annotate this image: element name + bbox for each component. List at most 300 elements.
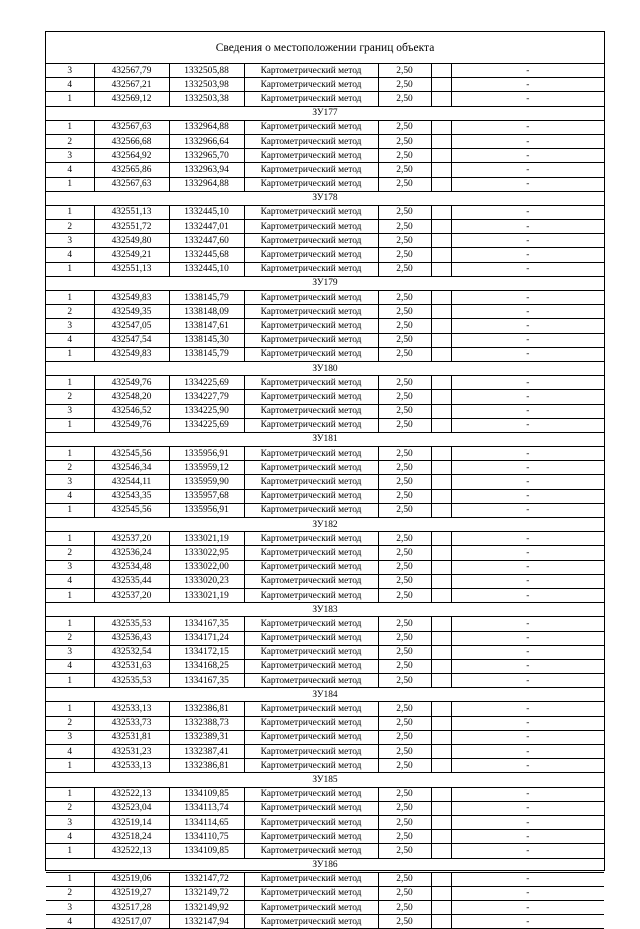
accuracy-cell: 2,50 [378, 716, 431, 730]
point-number-cell: 1 [46, 702, 94, 716]
blank-cell [431, 886, 451, 900]
description-cell: - [451, 901, 604, 915]
method-cell: Картометрический метод [244, 418, 378, 432]
x-coordinate-cell: 432519,06 [94, 872, 169, 886]
method-cell: Картометрический метод [244, 64, 378, 78]
blank-cell [431, 574, 451, 588]
accuracy-cell: 2,50 [378, 149, 431, 163]
description-cell: - [451, 149, 604, 163]
accuracy-cell: 2,50 [378, 532, 431, 546]
table-row [46, 872, 604, 886]
point-number-cell: 1 [46, 291, 94, 305]
blank-cell [431, 631, 451, 645]
x-coordinate-cell: 432546,52 [94, 404, 169, 418]
accuracy-cell: 2,50 [378, 801, 431, 815]
x-coordinate-cell: 432545,56 [94, 503, 169, 517]
accuracy-cell: 2,50 [378, 830, 431, 844]
y-coordinate-cell: 1334114,65 [169, 815, 244, 829]
method-cell: Картометрический метод [244, 291, 378, 305]
point-number-cell: 3 [46, 475, 94, 489]
point-number-cell: 2 [46, 461, 94, 475]
accuracy-cell: 2,50 [378, 248, 431, 262]
y-coordinate-cell: 1334109,85 [169, 844, 244, 858]
description-cell: - [451, 475, 604, 489]
point-number-cell: 1 [46, 92, 94, 106]
accuracy-cell: 2,50 [378, 588, 431, 602]
y-coordinate-cell: 1334167,35 [169, 674, 244, 688]
x-coordinate-cell: 432546,34 [94, 461, 169, 475]
method-cell: Картометрический метод [244, 149, 378, 163]
x-coordinate-cell: 432532,54 [94, 645, 169, 659]
x-coordinate-cell: 432533,73 [94, 716, 169, 730]
y-coordinate-cell: 1332445,68 [169, 248, 244, 262]
point-number-cell: 1 [46, 262, 94, 276]
table-row [46, 390, 604, 404]
accuracy-cell: 2,50 [378, 645, 431, 659]
accuracy-cell: 2,50 [378, 418, 431, 432]
description-cell: - [451, 78, 604, 92]
point-number-cell: 3 [46, 319, 94, 333]
x-coordinate-cell: 432549,35 [94, 305, 169, 319]
y-coordinate-cell: 1332503,38 [169, 92, 244, 106]
y-coordinate-cell: 1333022,95 [169, 546, 244, 560]
accuracy-cell: 2,50 [378, 674, 431, 688]
blank-cell [431, 532, 451, 546]
point-number-cell: 4 [46, 574, 94, 588]
description-cell: - [451, 376, 604, 390]
accuracy-cell: 2,50 [378, 787, 431, 801]
blank-cell [431, 418, 451, 432]
description-cell: - [451, 291, 604, 305]
method-cell: Картометрический метод [244, 801, 378, 815]
coordinates-table-body [46, 64, 604, 929]
y-coordinate-cell: 1332445,10 [169, 262, 244, 276]
y-coordinate-cell: 1334172,15 [169, 645, 244, 659]
method-cell: Картометрический метод [244, 546, 378, 560]
x-coordinate-cell: 432534,48 [94, 560, 169, 574]
point-number-cell: 2 [46, 134, 94, 148]
blank-cell [431, 291, 451, 305]
description-cell: - [451, 404, 604, 418]
accuracy-cell: 2,50 [378, 872, 431, 886]
table-row [46, 92, 604, 106]
x-coordinate-cell: 432545,56 [94, 447, 169, 461]
point-number-cell: 1 [46, 787, 94, 801]
y-coordinate-cell: 1338148,09 [169, 305, 244, 319]
description-cell: - [451, 503, 604, 517]
method-cell: Картометрический метод [244, 404, 378, 418]
point-number-cell: 1 [46, 120, 94, 134]
point-number-cell: 2 [46, 305, 94, 319]
table-row [46, 262, 604, 276]
x-coordinate-cell: 432519,14 [94, 815, 169, 829]
parcel-header-row [46, 432, 604, 446]
table-row [46, 404, 604, 418]
method-cell: Картометрический метод [244, 163, 378, 177]
coordinates-table [46, 64, 604, 929]
point-number-cell: 2 [46, 220, 94, 234]
parcel-label: ЗУ185 [46, 773, 604, 787]
x-coordinate-cell: 432549,83 [94, 347, 169, 361]
blank-cell [431, 759, 451, 773]
x-coordinate-cell: 432565,86 [94, 163, 169, 177]
x-coordinate-cell: 432531,63 [94, 659, 169, 673]
table-row [46, 220, 604, 234]
description-cell: - [451, 120, 604, 134]
point-number-cell: 3 [46, 901, 94, 915]
table-row [46, 291, 604, 305]
y-coordinate-cell: 1332147,72 [169, 872, 244, 886]
blank-cell [431, 447, 451, 461]
parcel-label: ЗУ180 [46, 361, 604, 375]
point-number-cell: 4 [46, 333, 94, 347]
point-number-cell: 2 [46, 716, 94, 730]
blank-cell [431, 489, 451, 503]
table-row [46, 702, 604, 716]
y-coordinate-cell: 1332964,88 [169, 120, 244, 134]
method-cell: Картометрический метод [244, 134, 378, 148]
table-row [46, 149, 604, 163]
accuracy-cell: 2,50 [378, 134, 431, 148]
blank-cell [431, 674, 451, 688]
method-cell: Картометрический метод [244, 376, 378, 390]
point-number-cell: 1 [46, 532, 94, 546]
parcel-header-row [46, 518, 604, 532]
description-cell: - [451, 631, 604, 645]
table-row [46, 447, 604, 461]
x-coordinate-cell: 432551,72 [94, 220, 169, 234]
blank-cell [431, 716, 451, 730]
table-row [46, 163, 604, 177]
method-cell: Картометрический метод [244, 177, 378, 191]
method-cell: Картометрический метод [244, 333, 378, 347]
description-cell: - [451, 347, 604, 361]
x-coordinate-cell: 432517,28 [94, 901, 169, 915]
y-coordinate-cell: 1335959,90 [169, 475, 244, 489]
description-cell: - [451, 134, 604, 148]
x-coordinate-cell: 432533,13 [94, 759, 169, 773]
point-number-cell: 3 [46, 730, 94, 744]
x-coordinate-cell: 432569,12 [94, 92, 169, 106]
method-cell: Картометрический метод [244, 220, 378, 234]
table-row [46, 461, 604, 475]
x-coordinate-cell: 432549,83 [94, 291, 169, 305]
table-row [46, 745, 604, 759]
description-cell: - [451, 390, 604, 404]
method-cell: Картометрический метод [244, 248, 378, 262]
description-cell: - [451, 205, 604, 219]
x-coordinate-cell: 432535,44 [94, 574, 169, 588]
table-row [46, 631, 604, 645]
table-row [46, 475, 604, 489]
y-coordinate-cell: 1334225,69 [169, 418, 244, 432]
table-row [46, 886, 604, 900]
y-coordinate-cell: 1334113,74 [169, 801, 244, 815]
table-row [46, 319, 604, 333]
blank-cell [431, 376, 451, 390]
blank-cell [431, 645, 451, 659]
blank-cell [431, 134, 451, 148]
x-coordinate-cell: 432564,92 [94, 149, 169, 163]
y-coordinate-cell: 1338145,79 [169, 291, 244, 305]
point-number-cell: 4 [46, 915, 94, 929]
accuracy-cell: 2,50 [378, 305, 431, 319]
blank-cell [431, 78, 451, 92]
y-coordinate-cell: 1332445,10 [169, 205, 244, 219]
point-number-cell: 2 [46, 546, 94, 560]
x-coordinate-cell: 432567,63 [94, 177, 169, 191]
method-cell: Картометрический метод [244, 234, 378, 248]
y-coordinate-cell: 1332447,60 [169, 234, 244, 248]
y-coordinate-cell: 1333021,19 [169, 588, 244, 602]
table-row [46, 546, 604, 560]
accuracy-cell: 2,50 [378, 759, 431, 773]
method-cell: Картометрический метод [244, 532, 378, 546]
table-row [46, 787, 604, 801]
parcel-label: ЗУ178 [46, 191, 604, 205]
y-coordinate-cell: 1332966,64 [169, 134, 244, 148]
blank-cell [431, 64, 451, 78]
y-coordinate-cell: 1332447,01 [169, 220, 244, 234]
x-coordinate-cell: 432536,24 [94, 546, 169, 560]
point-number-cell: 4 [46, 830, 94, 844]
blank-cell [431, 347, 451, 361]
accuracy-cell: 2,50 [378, 163, 431, 177]
y-coordinate-cell: 1332965,70 [169, 149, 244, 163]
description-cell: - [451, 830, 604, 844]
blank-cell [431, 220, 451, 234]
blank-cell [431, 745, 451, 759]
parcel-label: ЗУ181 [46, 432, 604, 446]
table-row [46, 503, 604, 517]
blank-cell [431, 319, 451, 333]
accuracy-cell: 2,50 [378, 461, 431, 475]
method-cell: Картометрический метод [244, 262, 378, 276]
method-cell: Картометрический метод [244, 702, 378, 716]
blank-cell [431, 205, 451, 219]
blank-cell [431, 830, 451, 844]
method-cell: Картометрический метод [244, 560, 378, 574]
x-coordinate-cell: 432523,04 [94, 801, 169, 815]
x-coordinate-cell: 432547,05 [94, 319, 169, 333]
description-cell: - [451, 617, 604, 631]
accuracy-cell: 2,50 [378, 404, 431, 418]
blank-cell [431, 503, 451, 517]
blank-cell [431, 787, 451, 801]
accuracy-cell: 2,50 [378, 475, 431, 489]
accuracy-cell: 2,50 [378, 560, 431, 574]
accuracy-cell: 2,50 [378, 915, 431, 929]
accuracy-cell: 2,50 [378, 659, 431, 673]
method-cell: Картометрический метод [244, 390, 378, 404]
description-cell: - [451, 574, 604, 588]
description-cell: - [451, 546, 604, 560]
description-cell: - [451, 64, 604, 78]
accuracy-cell: 2,50 [378, 262, 431, 276]
y-coordinate-cell: 1334168,25 [169, 659, 244, 673]
accuracy-cell: 2,50 [378, 815, 431, 829]
description-cell: - [451, 745, 604, 759]
blank-cell [431, 872, 451, 886]
point-number-cell: 3 [46, 149, 94, 163]
blank-cell [431, 901, 451, 915]
method-cell: Картометрический метод [244, 716, 378, 730]
parcel-label: ЗУ177 [46, 106, 604, 120]
parcel-header-row [46, 276, 604, 290]
document-page [45, 31, 605, 927]
description-cell: - [451, 305, 604, 319]
y-coordinate-cell: 1332387,41 [169, 745, 244, 759]
point-number-cell: 3 [46, 645, 94, 659]
point-number-cell: 1 [46, 418, 94, 432]
point-number-cell: 3 [46, 560, 94, 574]
blank-cell [431, 333, 451, 347]
accuracy-cell: 2,50 [378, 291, 431, 305]
parcel-header-row [46, 603, 604, 617]
x-coordinate-cell: 432536,43 [94, 631, 169, 645]
description-cell: - [451, 844, 604, 858]
accuracy-cell: 2,50 [378, 844, 431, 858]
description-cell: - [451, 588, 604, 602]
method-cell: Картометрический метод [244, 645, 378, 659]
table-row [46, 376, 604, 390]
x-coordinate-cell: 432567,79 [94, 64, 169, 78]
point-number-cell: 1 [46, 447, 94, 461]
blank-cell [431, 305, 451, 319]
method-cell: Картометрический метод [244, 830, 378, 844]
blank-cell [431, 730, 451, 744]
y-coordinate-cell: 1334109,85 [169, 787, 244, 801]
description-cell: - [451, 163, 604, 177]
y-coordinate-cell: 1332386,81 [169, 759, 244, 773]
blank-cell [431, 163, 451, 177]
blank-cell [431, 120, 451, 134]
point-number-cell: 4 [46, 745, 94, 759]
table-row [46, 120, 604, 134]
blank-cell [431, 815, 451, 829]
y-coordinate-cell: 1335956,91 [169, 447, 244, 461]
y-coordinate-cell: 1333021,19 [169, 532, 244, 546]
table-row [46, 830, 604, 844]
x-coordinate-cell: 432567,63 [94, 120, 169, 134]
blank-cell [431, 588, 451, 602]
accuracy-cell: 2,50 [378, 78, 431, 92]
blank-cell [431, 617, 451, 631]
description-cell: - [451, 915, 604, 929]
description-cell: - [451, 461, 604, 475]
point-number-cell: 4 [46, 248, 94, 262]
x-coordinate-cell: 432551,13 [94, 205, 169, 219]
method-cell: Картометрический метод [244, 745, 378, 759]
blank-cell [431, 801, 451, 815]
point-number-cell: 1 [46, 617, 94, 631]
point-number-cell: 4 [46, 78, 94, 92]
description-cell: - [451, 716, 604, 730]
table-row [46, 177, 604, 191]
table-row [46, 64, 604, 78]
description-cell: - [451, 787, 604, 801]
point-number-cell: 3 [46, 404, 94, 418]
accuracy-cell: 2,50 [378, 347, 431, 361]
y-coordinate-cell: 1332147,94 [169, 915, 244, 929]
accuracy-cell: 2,50 [378, 177, 431, 191]
blank-cell [431, 92, 451, 106]
parcel-label: ЗУ186 [46, 858, 604, 872]
accuracy-cell: 2,50 [378, 574, 431, 588]
accuracy-cell: 2,50 [378, 631, 431, 645]
point-number-cell: 1 [46, 347, 94, 361]
point-number-cell: 4 [46, 163, 94, 177]
description-cell: - [451, 801, 604, 815]
y-coordinate-cell: 1334225,90 [169, 404, 244, 418]
point-number-cell: 2 [46, 390, 94, 404]
y-coordinate-cell: 1334225,69 [169, 376, 244, 390]
point-number-cell: 2 [46, 631, 94, 645]
blank-cell [431, 659, 451, 673]
point-number-cell: 4 [46, 659, 94, 673]
description-cell: - [451, 220, 604, 234]
y-coordinate-cell: 1334171,24 [169, 631, 244, 645]
accuracy-cell: 2,50 [378, 234, 431, 248]
method-cell: Картометрический метод [244, 730, 378, 744]
point-number-cell: 1 [46, 588, 94, 602]
table-row [46, 901, 604, 915]
blank-cell [431, 248, 451, 262]
x-coordinate-cell: 432549,76 [94, 376, 169, 390]
y-coordinate-cell: 1332503,98 [169, 78, 244, 92]
table-row [46, 78, 604, 92]
accuracy-cell: 2,50 [378, 333, 431, 347]
y-coordinate-cell: 1334110,75 [169, 830, 244, 844]
y-coordinate-cell: 1335957,68 [169, 489, 244, 503]
accuracy-cell: 2,50 [378, 702, 431, 716]
method-cell: Картометрический метод [244, 447, 378, 461]
x-coordinate-cell: 432566,68 [94, 134, 169, 148]
description-cell: - [451, 92, 604, 106]
description-cell: - [451, 702, 604, 716]
description-cell: - [451, 560, 604, 574]
blank-cell [431, 234, 451, 248]
method-cell: Картометрический метод [244, 92, 378, 106]
accuracy-cell: 2,50 [378, 447, 431, 461]
method-cell: Картометрический метод [244, 503, 378, 517]
y-coordinate-cell: 1334167,35 [169, 617, 244, 631]
point-number-cell: 1 [46, 205, 94, 219]
blank-cell [431, 546, 451, 560]
method-cell: Картометрический метод [244, 787, 378, 801]
point-number-cell: 3 [46, 815, 94, 829]
description-cell: - [451, 262, 604, 276]
method-cell: Картометрический метод [244, 120, 378, 134]
table-row [46, 248, 604, 262]
y-coordinate-cell: 1332388,73 [169, 716, 244, 730]
table-row [46, 347, 604, 361]
method-cell: Картометрический метод [244, 815, 378, 829]
description-cell: - [451, 177, 604, 191]
point-number-cell: 1 [46, 503, 94, 517]
parcel-label: ЗУ182 [46, 518, 604, 532]
x-coordinate-cell: 432549,80 [94, 234, 169, 248]
table-row [46, 532, 604, 546]
blank-cell [431, 702, 451, 716]
accuracy-cell: 2,50 [378, 376, 431, 390]
description-cell: - [451, 759, 604, 773]
blank-cell [431, 560, 451, 574]
parcel-label: ЗУ184 [46, 688, 604, 702]
accuracy-cell: 2,50 [378, 319, 431, 333]
x-coordinate-cell: 432537,20 [94, 532, 169, 546]
blank-cell [431, 390, 451, 404]
